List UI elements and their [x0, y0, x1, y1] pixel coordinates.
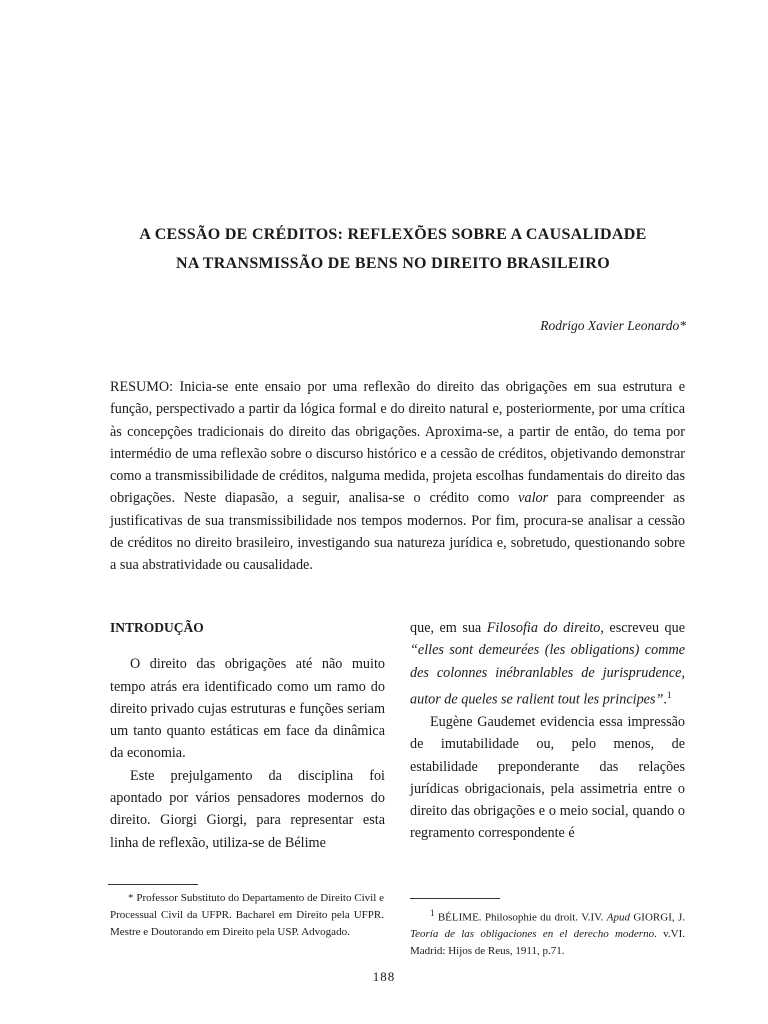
- right-paragraph-1: [410, 617, 685, 711]
- footnote-1-book-title: Teoría de las obligaciones en el derecho moderno: [410, 928, 655, 941]
- footnote-divider-right: [410, 898, 500, 899]
- footnote-ref-1[interactable]: 1: [666, 689, 672, 700]
- right-p1-text-b: , escreveu que: [600, 620, 685, 636]
- title-line-2: NA TRANSMISSÃO DE BENS NO DIREITO BRASILEIRO: [175, 255, 611, 272]
- abstract: [110, 376, 685, 577]
- footnote-1: [410, 905, 685, 960]
- footnote-1-text-a: BÉLIME. Philosophie du droit. V.IV.: [434, 911, 607, 924]
- author-name: Rodrigo Xavier Leonardo*: [540, 318, 686, 333]
- title-line-1: A CESSÃO DE CRÉDITOS: REFLEXÕES SOBRE A CAUSALIDADE: [139, 226, 647, 243]
- abstract-text-end: para compreender as justificativas de sua transmissibilidade nos tempos modernos. Por fim, procura-se analisar a cessão de créditos no direito brasileiro, investigando sua natureza jurídica e, sobretudo, questionando sobre a sua abstratividade ou causalidade.: [110, 490, 686, 574]
- page-number: 188: [372, 969, 396, 984]
- left-paragraph-1: O direito das obrigações até não muito tempo atrás era identificado como um ramo do direito privado cujas estruturas e funções seriam um tanto quanto estáticas em face da dinâmica da economia.: [110, 656, 385, 762]
- left-paragraph-2: Este prejulgamento da disciplina foi apontado por vários pensadores modernos do direito. Giorgi Giorgi, para representar esta linha de reflexão, utiliza-se de Bélime: [110, 767, 385, 851]
- article-title: [90, 220, 696, 278]
- footnote-divider-left: [108, 884, 198, 885]
- section-heading: INTRODUÇÃO: [110, 620, 204, 635]
- footnote-1-text-c: . v.VI. Madrid: Hijos de Reus, 1911, p.71.: [410, 928, 685, 958]
- right-column: [410, 617, 685, 845]
- right-paragraph-2: Eugène Gaudemet evidencia essa impressão de imutabilidade ou, pelo menos, de estabilidade preponderante das relações jurídicas obrigacionais, pela assimetria entre o direito das obrigações e o meio social, quando o regramento correspondente é: [410, 713, 685, 842]
- abstract-label: RESUMO: [110, 379, 170, 395]
- right-p1-period: .: [663, 691, 667, 708]
- abstract-valor-word: valor: [518, 490, 549, 507]
- footnote-1-apud: Apud: [606, 911, 631, 924]
- footnote-1-text-b: GIORGI, J.: [630, 911, 685, 924]
- french-quote: “elles sont demeurées (les obligations) comme des colonnes inébranlables de jurisprudence, autor de queles se ralient tout les principes”: [410, 642, 685, 708]
- author-footnote: * Professor Substituto do Departamento de Direito Civil e Processual Civil da UFPR. Bacharel em Direito pela UFPR. Mestre e Doutorando em Direito pela USP. Advogado.: [110, 892, 384, 938]
- right-p1-text-a: que, em sua: [410, 620, 487, 636]
- abstract-text-start: : Inicia-se ente ensaio por uma reflexão do direito das obrigações em sua estrutura e função, perspectivado a partir da lógica formal e do direito natural e, posteriormente, por uma crítica às concepções tradicionais do direito das obrigações. Aproxima-se, a partir de então, do tema por intermédio de uma reflexão sobre o discurso histórico e a cessão de créditos, objetivando demonstrar como a transmissibilidade de créditos, nalguma medida, projeta escolhas fundamentais do direito das obrigações. Neste diapasão, a seguir, analisa-se o crédito como: [110, 379, 685, 507]
- left-column: [110, 617, 385, 854]
- footnote-1-number: 1: [430, 908, 435, 918]
- book-title: Filosofia do direito: [486, 620, 601, 636]
